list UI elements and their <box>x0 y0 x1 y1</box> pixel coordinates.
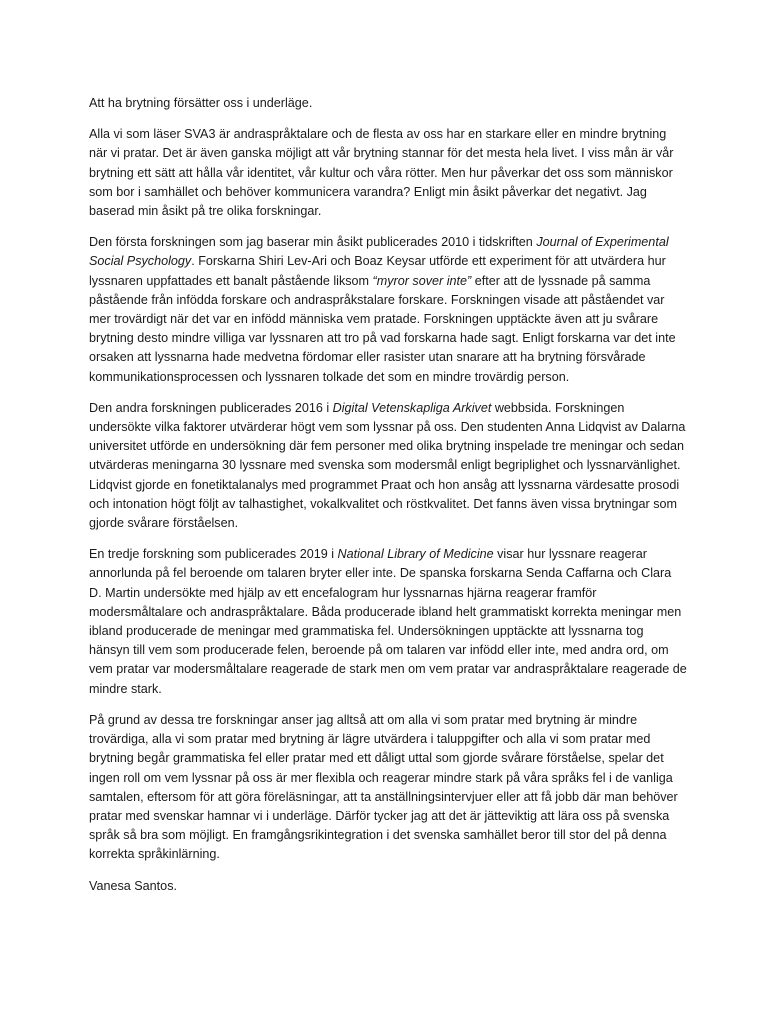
paragraph-intro <box>89 125 687 221</box>
quoted-statement: “myror sover inte” <box>372 273 472 288</box>
paragraph-conclusion <box>89 711 687 865</box>
journal-name: Journal of Experimental Social Psychology <box>89 235 669 269</box>
title-text: Att ha brytning försätter oss i underläge. <box>89 96 313 110</box>
essay-title-line <box>89 94 687 113</box>
second-study-text-a: Den andra forskningen publicerades 2016 i <box>89 400 333 415</box>
first-study-text-a: Den första forskningen som jag baserar min åsikt publicerades 2010 i tidskriften <box>89 235 537 250</box>
paragraph-third-study <box>89 545 687 699</box>
third-study-text-b: visar hur lyssnare reagerar annorlunda på fel beroende om talaren bryter eller inte. De spanska forskarna Senda Caffarna och Clara D. Martin undersökte med hjälp av ett encefalogram hur lyssnarnas hjärna reagerar framför modersmåltalare och andraspråktalare. Båda producerade ibland helt grammatiskt korrekta meningar men ibland producerade de meningar med grammatiska fel. Undersökningen upptäckte att lyssnarna tog hänsyn till vem som producerade felen, beroende på om talaren var infödd eller inte, med andra ord, om vem pratar var modersmåltalare reagerade de stark men om vem pratar var andraspråktalare reagerade de mindre stark. <box>89 547 687 696</box>
paragraph-first-study <box>89 233 687 387</box>
signature-text: Vanesa Santos. <box>89 878 177 893</box>
intro-text: Alla vi som läser SVA3 är andraspråktalare och de flesta av oss har en starkare eller en mindre brytning när vi pratar. Det är även ganska möjligt att vår brytning stannar för det mesta hela livet. I viss mån är vår brytning ett sätt att hålla vår identitet, vår kultur och våra rötter. Men hur påverkar det oss som människor som bor i samhället och behöver kommunicera varandra? Enligt min åsikt påverkar det negativt. Jag baserad min åsikt på tre olika forskningar. <box>89 127 674 219</box>
library-name: National Library of Medicine <box>337 547 494 562</box>
signature <box>89 877 687 896</box>
paragraph-second-study <box>89 399 687 533</box>
first-study-text-c: efter att de lyssnade på samma påstående från infödda forskare och andraspråkstalare forskare. Forskningen visade att påståendet var mer trovärdigt när det var en infödd människa vem pratade. Forskningen upptäckte även att ju svårare brytning desto mindre villiga var lyssnaren att tro på vad forskarna hade sagt. Enligt forskarna var det inte orsaken att lyssnarna hade medvetna fördomar eller rasister utan snarare att ha brytning försvårade kommunikationsprocessen och lyssnaren tolkade det som en mindre trovärdig person. <box>89 273 676 384</box>
first-study-text-b: . Forskarna Shiri Lev-Ari och Boaz Keysar utförde ett experiment för att utvärdera hur lyssnaren uppfattades ett banalt påstående liksom <box>89 254 666 288</box>
third-study-text-a: En tredje forskning som publicerades 2019 i <box>89 547 338 562</box>
conclusion-text: På grund av dessa tre forskningar anser jag alltså att om alla vi som pratar med brytning är mindre trovärdiga, alla vi som pratar med brytning är lägre utvärdera i taluppgifter och alla vi som pratar med brytning begår grammatiska fel eller pratar med ett dåligt uttal som gjorde svårare förståelse, spelar det ingen roll om vem lyssnar på oss är mer flexibla och reagerar mindre stark på våra språks fel i de vanliga samtalen, eftersom för att göra föreläsningar, att ta anställningsintervjuer eller att få jobb där man behöver pratar med svenskar hamnar vi i underläge. Därför tycker jag att det är jätteviktig att lära oss på svenska språk så bra som möjligt. En framgångsrikintegration i det svenska samhället beror till stor del på denna korrekta språkinlärning. <box>89 712 678 862</box>
archive-name: Digital Vetenskapliga Arkivet <box>332 400 492 415</box>
document-body <box>89 94 687 908</box>
second-study-text-b: webbsida. Forskningen undersökte vilka faktorer utvärderar högt vem som lyssnar på oss. Den studenten Anna Lidqvist av Dalarna universitet utförde en undersökning där fem personer med olika brytning inspelade tre meningar och sedan utvärderas meningarna 30 lyssnare med svenska som modersmål enligt begriplighet och lyssnarvänlighet. Lidqvist gjorde en fonetiktalanalys med programmet Praat och hon ansåg att lyssnarna värdesatte prosodi och intonation högt följt av talhastighet, vokalkvalitet och röstkvalitet. Det fanns även vissa brytningar som gjorde svårare förståelsen. <box>89 400 686 531</box>
